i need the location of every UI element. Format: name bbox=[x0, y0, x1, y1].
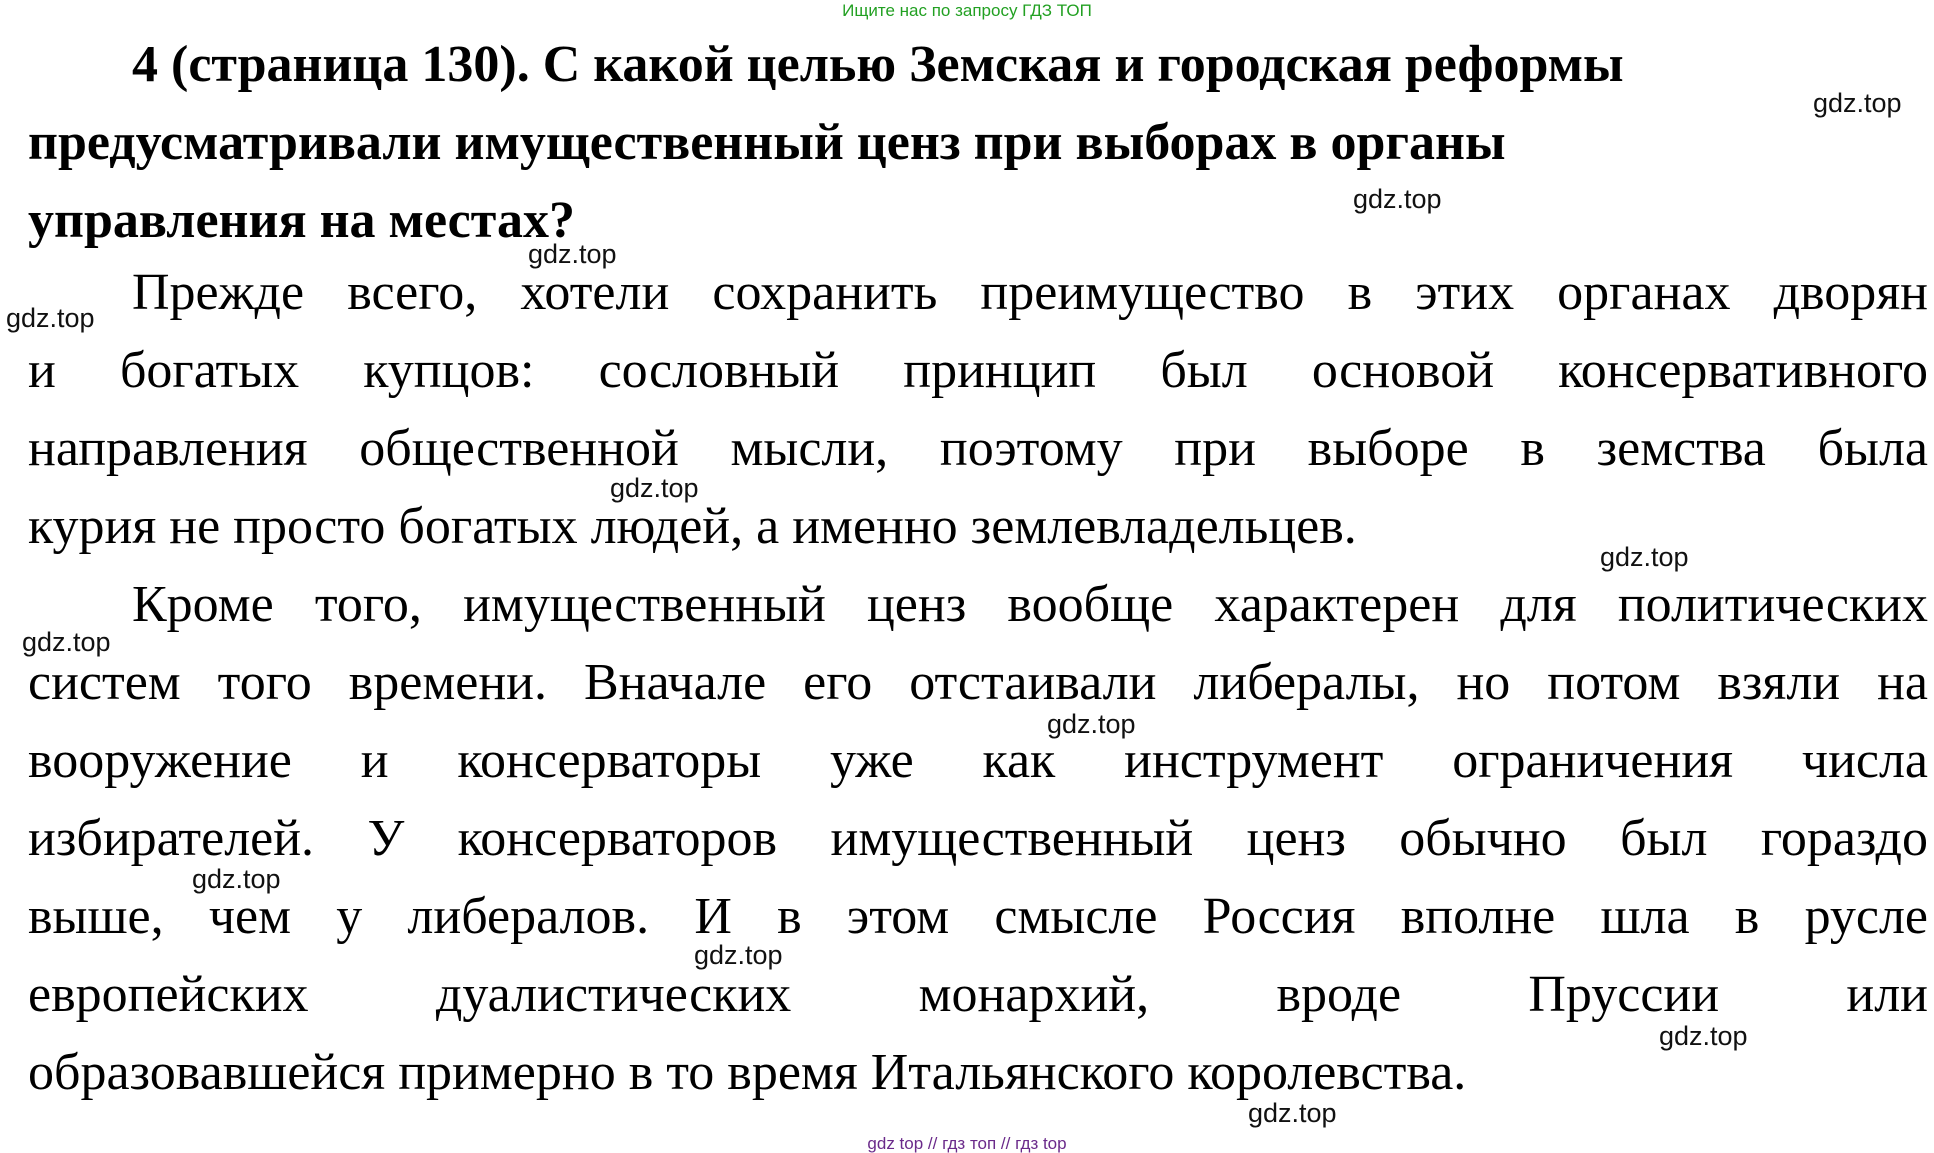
watermark: gdz.top bbox=[1600, 542, 1689, 572]
title-line-3: управления на местах? bbox=[28, 192, 575, 249]
paragraph-1-line-2: и богатых купцов: сословный принцип был основой консервативного bbox=[28, 342, 1928, 399]
answer-paragraph-2 bbox=[28, 566, 1928, 1112]
paragraph-2-line-4: избирателей. У консерваторов имущественный ценз обычно был гораздо bbox=[28, 810, 1928, 867]
paragraph-2-line-6: европейских дуалистических монархий, вроде Пруссии или bbox=[28, 966, 1928, 1023]
watermark: gdz.top bbox=[1353, 184, 1442, 214]
watermark: gdz.top bbox=[1047, 709, 1136, 739]
paragraph-2-line-7: образовавшейся примерно в то время Итальянского королевства. bbox=[28, 1044, 1467, 1101]
watermark: gdz.top bbox=[528, 239, 617, 269]
paragraph-2-line-5: выше, чем у либералов. И в этом смысле Россия вполне шла в русле bbox=[28, 888, 1928, 945]
paragraph-2-line-1: Кроме того, имущественный ценз вообще характерен для политических bbox=[132, 576, 1928, 633]
watermark: gdz.top bbox=[22, 627, 111, 657]
title-line-1: 4 (страница 130). С какой целью Земская и городская реформы bbox=[132, 36, 1624, 93]
paragraph-2-line-3: вооружение и консерваторы уже как инструмент ограничения числа bbox=[28, 732, 1928, 789]
watermark: gdz.top bbox=[1659, 1021, 1748, 1051]
watermark: gdz.top bbox=[694, 940, 783, 970]
footer-watermark: gdz top // гдз топ // гдз top bbox=[867, 1134, 1067, 1153]
watermark: gdz.top bbox=[610, 473, 699, 503]
paragraph-1-line-3: направления общественной мысли, поэтому при выборе в земства была bbox=[28, 420, 1928, 477]
title-line-2: предусматривали имущественный ценз при выборах в органы bbox=[28, 114, 1506, 171]
watermark: gdz.top bbox=[192, 864, 281, 894]
paragraph-2-line-2: систем того времени. Вначале его отстаивали либералы, но потом взяли на bbox=[28, 654, 1928, 711]
paragraph-1-line-1: Прежде всего, хотели сохранить преимущество в этих органах дворян bbox=[132, 264, 1928, 321]
answer-paragraph-1 bbox=[28, 254, 1928, 566]
watermark: gdz.top bbox=[1813, 88, 1902, 118]
paragraph-1-line-4: курия не просто богатых людей, а именно землевладельцев. bbox=[28, 498, 1357, 555]
top-banner: Ищите нас по запросу ГДЗ ТОП bbox=[842, 1, 1092, 20]
watermark: gdz.top bbox=[6, 303, 95, 333]
question-title bbox=[28, 26, 1934, 260]
watermark: gdz.top bbox=[1248, 1098, 1337, 1128]
